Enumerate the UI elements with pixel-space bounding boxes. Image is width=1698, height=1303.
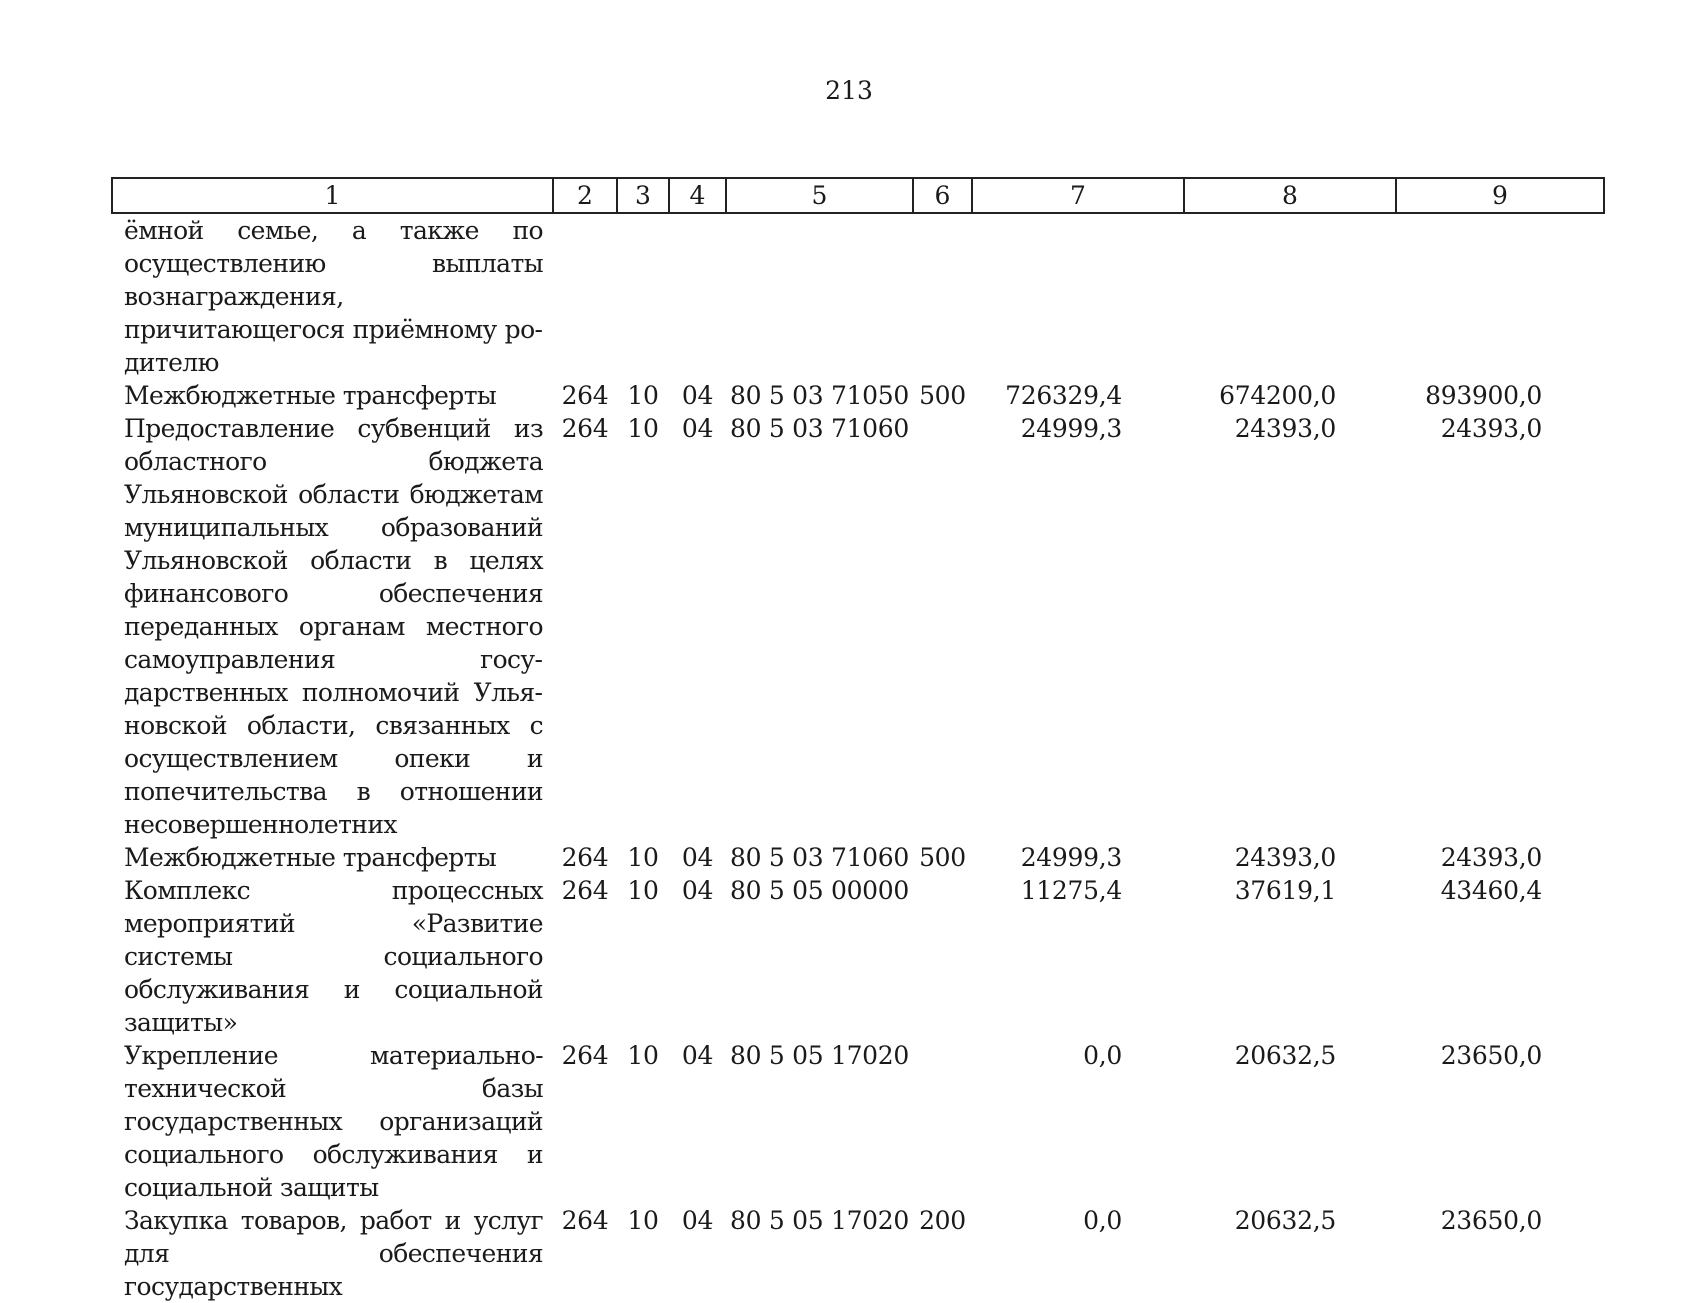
row-admin-code: 264	[561, 843, 609, 872]
header-col-9: 9	[1396, 178, 1604, 213]
row-subsection-code	[669, 213, 726, 379]
header-col-1: 1	[112, 178, 553, 213]
budget-table	[111, 177, 1605, 1303]
row-target-code: 80 5 05 00000	[730, 876, 909, 905]
row-amount-col9: 24393,0	[1440, 414, 1542, 443]
row-amount-col7: 726329,4	[1005, 381, 1122, 410]
row-expense-type	[913, 412, 972, 841]
table-header	[112, 178, 1604, 213]
row-section-code: 10	[627, 1041, 659, 1070]
row-admin-code: 264	[561, 1041, 609, 1070]
page-number: 213	[825, 76, 873, 105]
row-amount-col9: 893900,0	[1425, 381, 1542, 410]
row-admin-code	[553, 213, 617, 379]
row-amount-col7: 24999,3	[1020, 414, 1122, 443]
row-name: Закупка товаров, работ и услуг для обеспечения государственных	[124, 1206, 543, 1301]
row-amount-col9: 23650,0	[1440, 1041, 1542, 1070]
row-admin-code: 264	[561, 381, 609, 410]
header-col-5: 5	[726, 178, 913, 213]
row-subsection-code: 04	[681, 414, 714, 443]
row-section-code: 10	[627, 876, 659, 905]
row-section-code	[617, 213, 669, 379]
row-section-code: 10	[627, 414, 659, 443]
row-amount-col9: 24393,0	[1440, 843, 1542, 872]
row-name: Межбюджетные трансферты	[124, 843, 497, 872]
row-amount-col7: 11275,4	[1020, 876, 1122, 905]
header-col-2: 2	[553, 178, 617, 213]
header-col-7: 7	[972, 178, 1184, 213]
table-row	[112, 841, 1604, 874]
row-expense-type	[913, 1039, 972, 1204]
row-name: Укрепление материально-технической базы государственных организаций социального обслуживания и социальной защиты	[124, 1041, 543, 1202]
row-amount-col7	[972, 213, 1184, 379]
row-amount-col8: 20632,5	[1234, 1041, 1336, 1070]
row-expense-type: 500	[919, 381, 966, 410]
row-admin-code: 264	[561, 876, 609, 905]
table-row	[112, 1039, 1604, 1204]
row-amount-col8: 24393,0	[1234, 414, 1336, 443]
row-section-code: 10	[627, 843, 659, 872]
row-name: Межбюджетные трансферты	[124, 381, 497, 410]
header-col-3: 3	[617, 178, 669, 213]
row-target-code: 80 5 03 71060	[730, 414, 909, 443]
row-expense-type	[913, 213, 972, 379]
row-amount-col8: 674200,0	[1219, 381, 1336, 410]
row-expense-type: 200	[919, 1206, 966, 1235]
row-name: Предоставление субвенций из областного бюджета Ульяновской области бюджетам муниципальных образований Ульяновской области в целях финансового обеспечения переданных органам местного самоуправления государственных полномочий Ульяновской области, связанных с осуществлением опеки и попечительства в отношении несовершеннолетних	[124, 414, 543, 839]
header-row	[112, 178, 1604, 213]
row-name: ёмной семье, а также по осуществлению выплаты вознаграждения, причитающегося приёмному родителю	[124, 216, 543, 377]
row-amount-col9	[1396, 213, 1604, 379]
row-subsection-code: 04	[681, 876, 714, 905]
row-amount-col7: 0,0	[1083, 1041, 1122, 1070]
table-body	[112, 213, 1604, 1303]
row-amount-col9: 23650,0	[1440, 1206, 1542, 1235]
row-amount-col8: 37619,1	[1234, 876, 1336, 905]
row-subsection-code: 04	[681, 843, 714, 872]
row-target-code: 80 5 05 17020	[730, 1041, 909, 1070]
row-amount-col8: 24393,0	[1234, 843, 1336, 872]
table-row	[112, 213, 1604, 379]
row-expense-type	[913, 874, 972, 1039]
header-col-6: 6	[913, 178, 972, 213]
row-amount-col8: 20632,5	[1234, 1206, 1336, 1235]
row-target-code: 80 5 03 71060	[730, 843, 909, 872]
row-name: Комплекс процессных мероприятий «Развитие системы социального обслуживания и социальной защиты»	[124, 876, 543, 1037]
row-expense-type: 500	[919, 843, 966, 872]
header-col-8: 8	[1184, 178, 1396, 213]
row-target-code: 80 5 03 71050	[730, 381, 909, 410]
row-amount-col8	[1184, 213, 1396, 379]
row-admin-code: 264	[561, 414, 609, 443]
row-section-code: 10	[627, 381, 659, 410]
row-subsection-code: 04	[681, 1041, 714, 1070]
row-target-code	[726, 213, 913, 379]
header-col-4: 4	[669, 178, 726, 213]
row-section-code: 10	[627, 1206, 659, 1235]
row-amount-col7: 24999,3	[1020, 843, 1122, 872]
row-target-code: 80 5 05 17020	[730, 1206, 909, 1235]
table-row	[112, 379, 1604, 412]
row-subsection-code: 04	[681, 381, 714, 410]
table-row	[112, 874, 1604, 1039]
table-row	[112, 412, 1604, 841]
table-row	[112, 1204, 1604, 1303]
row-amount-col9: 43460,4	[1440, 876, 1542, 905]
row-admin-code: 264	[561, 1206, 609, 1235]
row-subsection-code: 04	[681, 1206, 714, 1235]
row-amount-col7: 0,0	[1083, 1206, 1122, 1235]
